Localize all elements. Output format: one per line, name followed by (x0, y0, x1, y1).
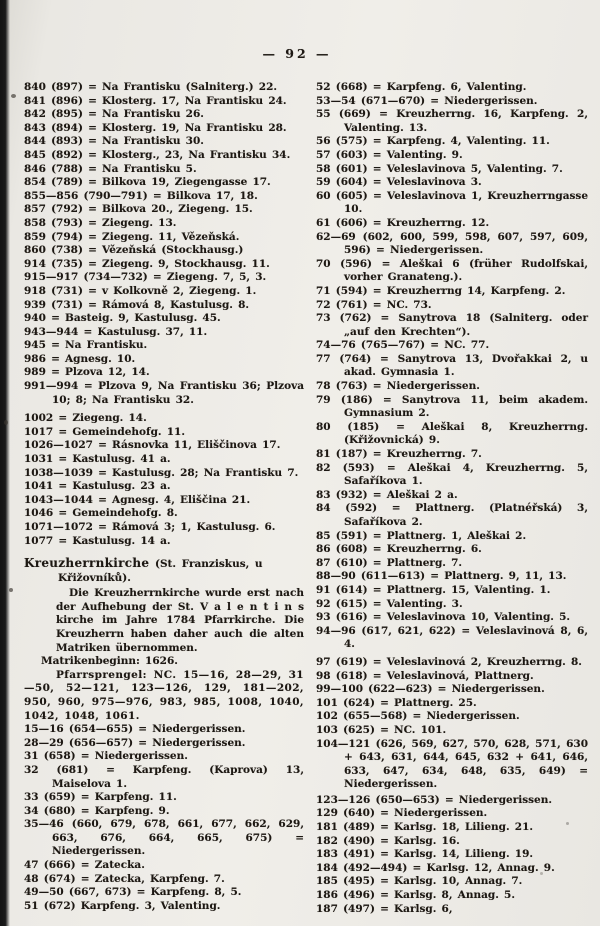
register-entry: 943—944 = Kastulusg. 37, 11. (24, 325, 208, 338)
register-entry: 915—917 (734—732) = Ziegeng. 7, 5, 3. (24, 271, 267, 284)
register-entry: 15—16 (654—655) = Niedergerissen. (24, 723, 246, 736)
register-entry: 32 (681) = Karpfeng. (Kaprova) 13, Maiselova 1. (24, 763, 304, 790)
register-entry: 991—994 = Plzova 9, Na Frantisku 36; Plzova 10; 8; Na Frantisku 32. (24, 380, 304, 406)
register-entry: 80 (185) = Aleškai 8, Kreuzherrng. (Křižovnická) 9. (316, 420, 588, 447)
register-entry: 914 (735) = Ziegeng. 9, Stockhausg. 11. (24, 257, 270, 270)
register-entry: 945 = Na Frantisku. (24, 339, 148, 352)
page-number-header: — 92 — (262, 46, 332, 61)
register-entry: 1041 = Kastulusg. 23 a. (24, 480, 171, 493)
register-entry: 1031 = Kastulusg. 41 a. (24, 453, 171, 466)
register-entry: 62—69 (602, 600, 599, 598, 607, 597, 609, 596) = Niedergerissen. (316, 230, 588, 257)
register-entry: 854 (789) = Bilkova 19, Ziegengasse 17. (24, 176, 271, 189)
register-entry: 843 (894) = Klosterg. 19, Na Frantisku 28. (24, 121, 287, 134)
register-entry: 28—29 (656—657) = Niedergerissen. (24, 736, 246, 749)
entries-list-house-numbers (24, 81, 304, 548)
register-entry: 855—856 (790—791) = Bilkova 17, 18. (24, 189, 258, 202)
two-column-text-block (24, 81, 592, 916)
register-entry: 840 (897) = Na Frantisku (Salniterg.) 22. (24, 81, 278, 93)
register-entry: 129 (640) = Niedergerissen. (316, 807, 488, 820)
register-entry: 61 (606) = Kreuzherrng. 12. (316, 216, 490, 229)
section-intro-paragraph: Die Kreuzherrnkirche wurde erst nach der Aufhebung der St. V a l e n t i n s kirche im Jahre 1784 Pfarrkirche. Die Kreuzherrn haben daher auch die alten Matriken übernommen. (56, 587, 304, 654)
left-column (24, 81, 304, 916)
register-entry: 57 (603) = Valenting. 9. (316, 148, 463, 161)
register-entry: 1046 = Gemeindehofg. 8. (24, 507, 178, 520)
register-entry: 31 (658) = Niedergerissen. (24, 750, 188, 763)
register-entry: 123—126 (650—653) = Niedergerissen. (316, 793, 553, 806)
register-entry: 35—46 (660, 679, 678, 661, 677, 662, 629, 663, 676, 664, 665, 675) = Niedergerissen. (24, 818, 304, 858)
register-entry: 182 (490) = Karlsg. 16. (316, 834, 460, 847)
register-entry: 1077 = Kastulusg. 14 a. (24, 534, 171, 547)
register-entry: 1002 = Ziegeng. 14. (24, 412, 147, 425)
register-entry: 1017 = Gemeindehofg. 11. (24, 425, 185, 438)
register-entry: 181 (489) = Karlsg. 18, Lilieng. 21. (316, 821, 534, 834)
pfarrsprengel-line: Pfarrsprengel: NC. 15—16, 28—29, 31—50, 52—121, 123—126, 129, 181—202, 950, 960, 975—976, 983, 985, 1008, 1040, 1042, 1048, 1061. (24, 668, 304, 722)
section-title: Kreuzherrnkirche (24, 556, 150, 571)
register-entry: 88—90 (611—613) = Plattnerg. 9, 11, 13. (316, 570, 567, 583)
register-entry: 1043—1044 = Agnesg. 4, Eliščina 21. (24, 493, 251, 506)
register-entry: 918 (731) = v Kolkovně 2, Ziegeng. 1. (24, 284, 257, 297)
register-entry: 86 (608) = Kreuzherrng. 6. (316, 543, 482, 556)
section-kreuzherrnkirche (24, 556, 304, 723)
register-entry: 73 (762) = Sanytrova 18 (Salniterg. oder „auf den Krechten“). (316, 312, 588, 338)
register-entry: 55 (669) = Kreuzherrng. 16, Karpfeng. 2, Valenting. 13. (316, 108, 588, 134)
register-entry: 844 (893) = Na Frantisku 30. (24, 135, 204, 148)
register-entry: 34 (680) = Karpfeng. 9. (24, 804, 170, 817)
register-entry: 859 (794) = Ziegeng. 11, Vězeňská. (24, 230, 240, 243)
register-entry: 1071—1072 = Rámová 3; 1, Kastulusg. 6. (24, 521, 276, 533)
register-entry: 53—54 (671—670) = Niedergerissen. (316, 94, 538, 107)
register-entry: 98 (618) = Veleslavinová, Plattnerg. (316, 669, 534, 682)
matrikenbeginn-line: Matrikenbeginn: 1626. (41, 655, 178, 668)
register-entry: 939 (731) = Rámová 8, Kastulusg. 8. (24, 298, 250, 311)
register-entry: 33 (659) = Karpfeng. 11. (24, 791, 177, 804)
register-entry: 82 (593) = Aleškai 4, Kreuzherrng. 5, Safaříkova 1. (316, 461, 588, 488)
register-entry: 94—96 (617, 621, 622) = Veleslavinová 8, 6, 4. (316, 624, 588, 651)
register-entry: 92 (615) = Valenting. 3. (316, 597, 463, 610)
register-entry: 60 (605) = Veleslavinova 1, Kreuzherrngasse 10. (316, 189, 588, 216)
register-entry: 47 (666) = Zatecka. (24, 859, 145, 872)
register-entry: 72 (761) = NC. 73. (316, 298, 432, 311)
register-entry: 58 (601) = Veleslavinova 5, Valenting. 7. (316, 162, 563, 175)
register-entry: 93 (616) = Veleslavinova 10, Valenting. 5. (316, 611, 571, 624)
register-entry: 842 (895) = Na Frantisku 26. (24, 108, 204, 121)
register-entry: 99—100 (622—623) = Niedergerissen. (316, 683, 545, 696)
register-entry: 85 (591) = Plattnerg. 1, Aleškai 2. (316, 529, 527, 542)
register-entry: 56 (575) = Karpfeng. 4, Valenting. 11. (316, 135, 550, 148)
register-entry: 74—76 (765—767) = NC. 77. (316, 339, 490, 352)
register-entry: 91 (614) = Plattnerg. 15, Valenting. 1. (316, 583, 551, 596)
register-entry: 59 (604) = Veleslavinova 3. (316, 176, 482, 189)
register-entry: 77 (764) = Sanytrova 13, Dvořakkai 2, u akad. Gymnasia 1. (316, 352, 588, 379)
section-title-subtitle: (St. Franziskus, u Křižovníků). (58, 558, 263, 585)
register-entry: 81 (187) = Kreuzherrng. 7. (316, 448, 482, 461)
register-entry: 83 (932) = Aleškai 2 a. (316, 488, 458, 501)
register-entry: 858 (793) = Ziegeng. 13. (24, 216, 177, 229)
register-entry: 186 (496) = Karlsg. 8, Annag. 5. (316, 889, 515, 902)
right-column (316, 81, 588, 916)
register-entry: 48 (674) = Zatecka, Karpfeng. 7. (24, 872, 225, 885)
register-entry: 103 (625) = NC. 101. (316, 723, 447, 736)
register-entry: 70 (596) = Aleškai 6 (früher Rudolfskai, vorher Granateng.). (316, 257, 588, 284)
register-entry: 185 (495) = Karlsg. 10, Annag. 7. (316, 875, 523, 888)
register-entry: 845 (892) = Klosterg., 23, Na Frantisku 34. (24, 148, 291, 161)
register-entry: 841 (896) = Klosterg. 17, Na Frantisku 24. (24, 94, 287, 107)
register-entry: 51 (672) Karpfeng. 3, Valenting. (24, 899, 221, 912)
register-entry: 846 (788) = Na Frantisku 5. (24, 162, 197, 175)
register-entry: 986 = Agnesg. 10. (24, 352, 136, 365)
entries-list-parish (24, 723, 304, 913)
register-entry: 49—50 (667, 673) = Karpfeng. 8, 5. (24, 886, 242, 899)
register-entry: 101 (624) = Plattnerg. 25. (316, 696, 477, 709)
register-entry: 104—121 (626, 569, 627, 570, 628, 571, 630 + 643, 631, 644, 645, 632 + 641, 646, 633, 647, 634, 648, 635, 649) = Niedergerissen. (316, 737, 588, 791)
register-entry: 940 = Basteig. 9, Kastulusg. 45. (24, 312, 221, 325)
register-entry: 78 (763) = Niedergerissen. (316, 380, 480, 393)
register-entry: 1038—1039 = Kastulusg. 28; Na Frantisku 7. (24, 466, 299, 479)
register-entry: 102 (655—568) = Niedergerissen. (316, 710, 520, 723)
register-entry: 184 (492—494) = Karlsg. 12, Annag. 9. (316, 861, 555, 874)
register-entry: 52 (668) = Karpfeng. 6, Valenting. (316, 81, 527, 93)
register-entry: 183 (491) = Karlsg. 14, Lilieng. 19. (316, 848, 534, 861)
section-heading (24, 556, 304, 585)
register-entry: 97 (619) = Veleslavinová 2, Kreuzherrng. 8. (316, 655, 582, 668)
register-entry: 187 (497) = Karlsg. 6, (316, 902, 453, 915)
register-entry: 87 (610) = Plattnerg. 7. (316, 556, 463, 569)
entries-list-parish-continued (316, 81, 588, 916)
register-entry: 71 (594) = Kreuzherrng 14, Karpfeng. 2. (316, 284, 566, 297)
register-entry: 84 (592) = Plattnerg. (Platnéřská) 3, Safaříkova 2. (316, 502, 588, 528)
register-entry: 1026—1027 = Rásnovka 11, Eliščinova 17. (24, 439, 281, 452)
register-entry: 857 (792) = Bilkova 20., Ziegeng. 15. (24, 203, 253, 216)
register-entry: 79 (186) = Sanytrova 11, beim akadem. Gymnasium 2. (316, 393, 588, 420)
register-entry: 860 (738) = Vězeňská (Stockhausg.) (24, 244, 244, 257)
register-entry: 989 = Plzova 12, 14. (24, 366, 150, 379)
